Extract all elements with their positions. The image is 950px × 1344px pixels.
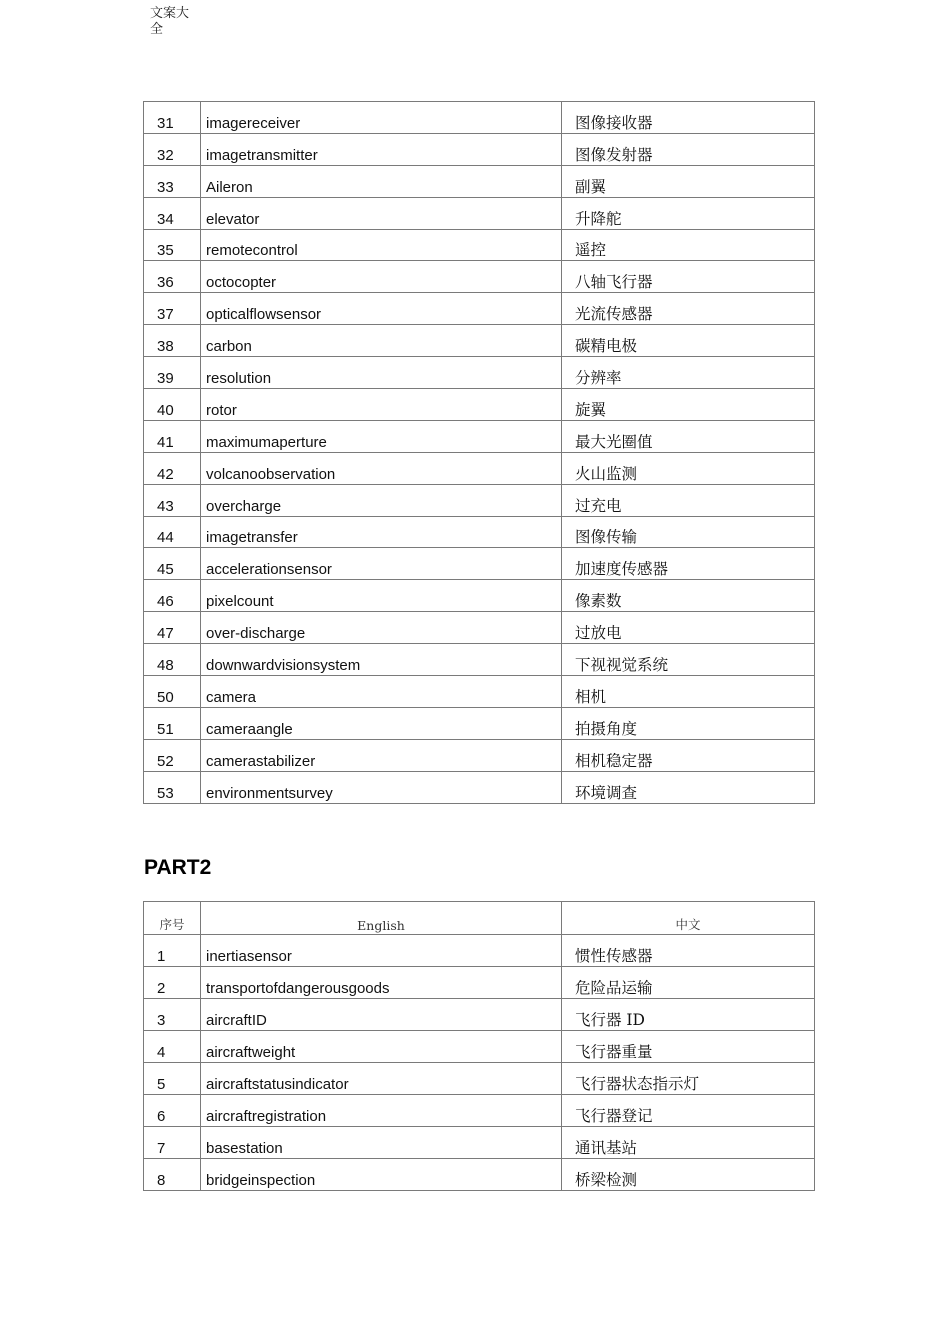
section-title-part2: PART2	[144, 856, 212, 879]
term-number: 3	[144, 999, 201, 1031]
term-chinese: 加速度传感器	[562, 548, 815, 580]
term-english: pixelcount	[201, 580, 562, 612]
table-row	[144, 1031, 815, 1063]
term-number: 42	[144, 452, 201, 484]
term-number: 48	[144, 644, 201, 676]
table-row	[144, 967, 815, 999]
term-chinese: 相机	[562, 676, 815, 708]
table-row	[144, 1063, 815, 1095]
term-english: aircraftstatusindicator	[201, 1063, 562, 1095]
term-number: 7	[144, 1127, 201, 1159]
term-english: camerastabilizer	[201, 739, 562, 771]
term-chinese: 飞行器重量	[562, 1031, 815, 1063]
term-number: 4	[144, 1031, 201, 1063]
term-english: cameraangle	[201, 707, 562, 739]
table-row	[144, 197, 815, 229]
term-english: accelerationsensor	[201, 548, 562, 580]
term-english: octocopter	[201, 261, 562, 293]
column-header-chinese: 中文	[562, 902, 815, 935]
table-row	[144, 580, 815, 612]
term-number: 6	[144, 1095, 201, 1127]
term-number: 2	[144, 967, 201, 999]
term-english: bridgeinspection	[201, 1159, 562, 1191]
term-english: elevator	[201, 197, 562, 229]
page-header-text: 文案大全	[150, 6, 190, 37]
term-number: 32	[144, 133, 201, 165]
vocabulary-table-part1-body	[144, 102, 815, 804]
term-chinese: 惯性传感器	[562, 935, 815, 967]
term-english: inertiasensor	[201, 935, 562, 967]
term-chinese: 相机稳定器	[562, 739, 815, 771]
vocabulary-table-part1	[143, 101, 815, 804]
term-chinese: 过放电	[562, 612, 815, 644]
term-chinese: 像素数	[562, 580, 815, 612]
term-number: 1	[144, 935, 201, 967]
table-row	[144, 165, 815, 197]
term-english: aircraftID	[201, 999, 562, 1031]
term-chinese: 八轴飞行器	[562, 261, 815, 293]
term-english: resolution	[201, 357, 562, 389]
term-english: transportofdangerousgoods	[201, 967, 562, 999]
table-row	[144, 389, 815, 421]
term-chinese: 遥控	[562, 229, 815, 261]
table-row	[144, 420, 815, 452]
term-english: overcharge	[201, 484, 562, 516]
table-row	[144, 1095, 815, 1127]
column-header-number: 序号	[144, 902, 201, 935]
term-english: carbon	[201, 325, 562, 357]
table-row	[144, 771, 815, 803]
term-chinese: 飞行器登记	[562, 1095, 815, 1127]
term-english: aircraftregistration	[201, 1095, 562, 1127]
term-english: remotecontrol	[201, 229, 562, 261]
term-chinese: 危险品运输	[562, 967, 815, 999]
term-chinese: 下视视觉系统	[562, 644, 815, 676]
table-row	[144, 676, 815, 708]
term-number: 43	[144, 484, 201, 516]
table-row	[144, 1159, 815, 1191]
term-chinese: 光流传感器	[562, 293, 815, 325]
term-number: 47	[144, 612, 201, 644]
table-row	[144, 325, 815, 357]
term-chinese: 通讯基站	[562, 1127, 815, 1159]
term-chinese: 图像传输	[562, 516, 815, 548]
column-header-english: English	[201, 902, 562, 935]
term-english: aircraftweight	[201, 1031, 562, 1063]
term-english: imagetransfer	[201, 516, 562, 548]
table-row	[144, 102, 815, 134]
term-number: 36	[144, 261, 201, 293]
term-number: 41	[144, 420, 201, 452]
table-row	[144, 133, 815, 165]
term-number: 38	[144, 325, 201, 357]
term-number: 33	[144, 165, 201, 197]
term-number: 31	[144, 102, 201, 134]
table-row	[144, 261, 815, 293]
term-english: maximumaperture	[201, 420, 562, 452]
term-english: downwardvisionsystem	[201, 644, 562, 676]
term-english: opticalflowsensor	[201, 293, 562, 325]
term-number: 44	[144, 516, 201, 548]
table-row	[144, 935, 815, 967]
term-english: Aileron	[201, 165, 562, 197]
term-number: 53	[144, 771, 201, 803]
term-number: 50	[144, 676, 201, 708]
term-chinese: 图像接收器	[562, 102, 815, 134]
table-row	[144, 739, 815, 771]
table-row	[144, 357, 815, 389]
table-row	[144, 707, 815, 739]
table-row	[144, 293, 815, 325]
term-chinese: 拍摄角度	[562, 707, 815, 739]
table-row	[144, 452, 815, 484]
term-number: 52	[144, 739, 201, 771]
table-row	[144, 1127, 815, 1159]
table-row	[144, 484, 815, 516]
table-header-row	[144, 902, 815, 935]
table-row	[144, 999, 815, 1031]
term-chinese: 飞行器状态指示灯	[562, 1063, 815, 1095]
term-number: 34	[144, 197, 201, 229]
term-number: 39	[144, 357, 201, 389]
term-english: imagereceiver	[201, 102, 562, 134]
term-chinese: 桥梁检测	[562, 1159, 815, 1191]
vocabulary-table-part2-body	[144, 935, 815, 1191]
table-row	[144, 229, 815, 261]
term-number: 45	[144, 548, 201, 580]
term-english: rotor	[201, 389, 562, 421]
term-chinese: 图像发射器	[562, 133, 815, 165]
term-chinese: 火山监测	[562, 452, 815, 484]
term-english: camera	[201, 676, 562, 708]
term-english: volcanoobservation	[201, 452, 562, 484]
term-chinese: 旋翼	[562, 389, 815, 421]
term-chinese: 分辨率	[562, 357, 815, 389]
table-row	[144, 612, 815, 644]
term-chinese: 飞行器 ID	[562, 999, 815, 1031]
vocabulary-table-part2	[143, 901, 815, 1191]
term-english: basestation	[201, 1127, 562, 1159]
term-chinese: 副翼	[562, 165, 815, 197]
term-number: 51	[144, 707, 201, 739]
table-row	[144, 516, 815, 548]
term-chinese: 升降舵	[562, 197, 815, 229]
table-row	[144, 644, 815, 676]
table-row	[144, 548, 815, 580]
term-chinese: 碳精电极	[562, 325, 815, 357]
term-number: 35	[144, 229, 201, 261]
term-number: 8	[144, 1159, 201, 1191]
term-chinese: 环境调查	[562, 771, 815, 803]
term-chinese: 过充电	[562, 484, 815, 516]
term-english: over-discharge	[201, 612, 562, 644]
term-number: 40	[144, 389, 201, 421]
term-english: imagetransmitter	[201, 133, 562, 165]
term-number: 46	[144, 580, 201, 612]
term-number: 5	[144, 1063, 201, 1095]
term-english: environmentsurvey	[201, 771, 562, 803]
term-chinese: 最大光圈值	[562, 420, 815, 452]
term-number: 37	[144, 293, 201, 325]
